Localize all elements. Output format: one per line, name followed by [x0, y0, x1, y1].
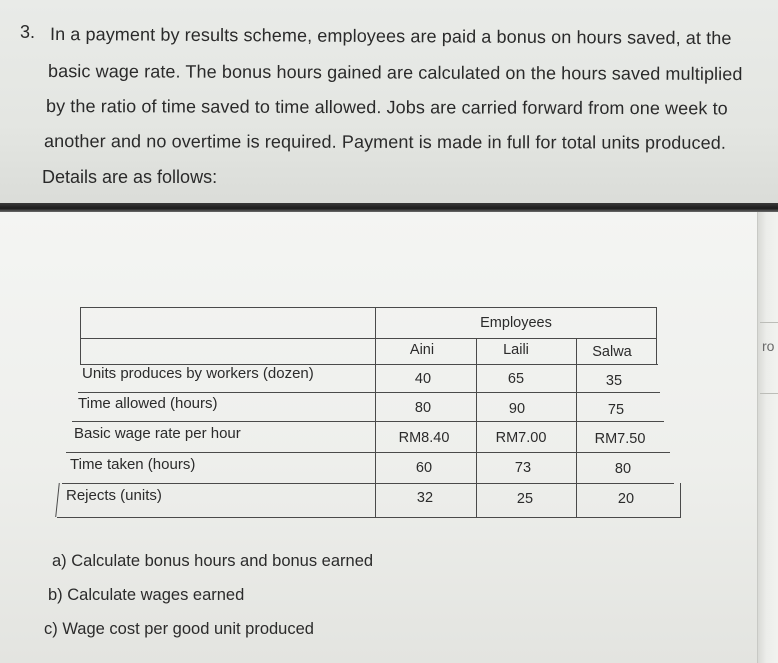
cell-time-allowed-aini: 80 — [414, 400, 432, 416]
table-col-rule — [476, 338, 477, 517]
cell-wage-rate-laili: RM7.00 — [495, 430, 547, 446]
adjacent-page-edge — [757, 212, 778, 663]
cell-rejects-aini: 32 — [416, 490, 434, 506]
adjacent-page-rule — [760, 322, 778, 323]
row-label-units: Units produces by workers (dozen) — [82, 365, 314, 382]
employee-name-aini: Aini — [409, 342, 435, 358]
table-col-rule — [375, 307, 376, 517]
question-line-1: In a payment by results scheme, employees are paid a bonus on hours saved, at the — [49, 24, 732, 49]
adjacent-page-text: ro — [762, 338, 775, 354]
question-line-3: by the ratio of time saved to time allowed. Jobs are carried forward from one week to — [45, 96, 728, 119]
question-line-4: another and no overtime is required. Payment is made in full for total units produced. — [43, 131, 726, 153]
table-col-rule — [576, 338, 577, 517]
sub-question-b: b) Calculate wages earned — [48, 586, 245, 604]
cell-time-taken-aini: 60 — [415, 460, 433, 476]
sub-question-c: c) Wage cost per good unit produced — [44, 620, 314, 638]
table-rule — [66, 452, 670, 453]
paper-divider — [0, 203, 778, 212]
cell-wage-rate-salwa: RM7.50 — [594, 431, 646, 447]
row-label-time-taken: Time taken (hours) — [70, 456, 196, 473]
cell-time-allowed-laili: 90 — [508, 401, 526, 417]
details-intro: Details are as follows: — [42, 167, 218, 187]
cell-units-laili: 65 — [507, 371, 525, 387]
sub-question-a: a) Calculate bonus hours and bonus earned — [52, 552, 374, 570]
table-rule — [78, 392, 660, 393]
cell-rejects-salwa: 20 — [617, 491, 635, 507]
cell-time-taken-laili: 73 — [514, 460, 532, 476]
table-border-left — [80, 307, 81, 365]
row-label-wage-rate: Basic wage rate per hour — [74, 425, 241, 442]
table-border-right — [656, 307, 657, 365]
employees-header: Employees — [480, 315, 552, 331]
adjacent-page-rule — [760, 393, 778, 394]
cell-units-aini: 40 — [414, 371, 432, 387]
table-border-bottom — [57, 517, 681, 518]
question-number: 3. — [20, 22, 36, 42]
table-rule — [80, 338, 656, 339]
cell-wage-rate-aini: RM8.40 — [398, 430, 450, 446]
employee-name-laili: Laili — [503, 342, 529, 358]
cell-rejects-laili: 25 — [516, 491, 534, 507]
employee-name-salwa: Salwa — [592, 344, 632, 360]
cell-time-allowed-salwa: 75 — [607, 402, 625, 418]
cell-time-taken-salwa: 80 — [614, 461, 632, 477]
table-border-top — [80, 307, 656, 308]
row-label-time-allowed: Time allowed (hours) — [78, 395, 218, 412]
table-border-right — [680, 483, 681, 517]
table-rule — [62, 483, 674, 484]
question-line-2: basic wage rate. The bonus hours gained are calculated on the hours saved multiplied — [47, 61, 743, 85]
cell-units-salwa: 35 — [605, 373, 623, 389]
row-label-rejects: Rejects (units) — [66, 487, 162, 504]
